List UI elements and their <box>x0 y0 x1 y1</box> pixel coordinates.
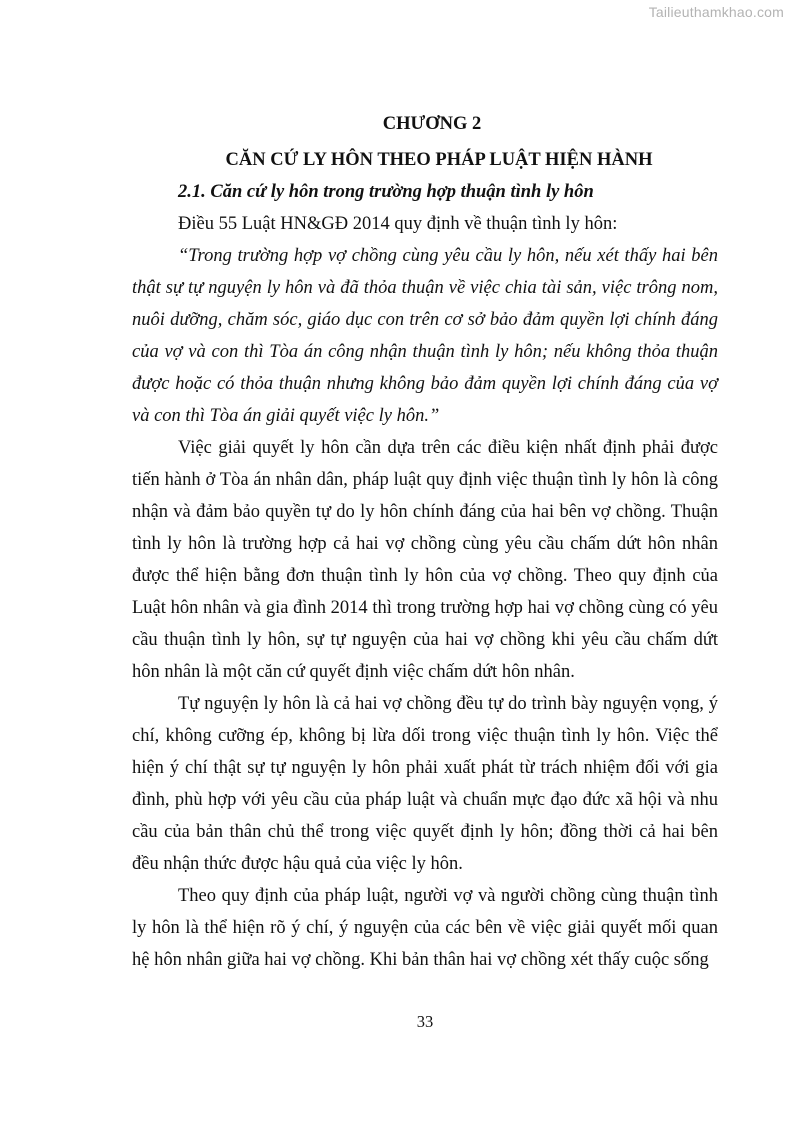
paragraph-body-3: Theo quy định của pháp luật, người vợ và người chồng cùng thuận tình ly hôn là thể hiện rõ ý chí, ý nguyện của các bên về việc giải quyết mối quan hệ hôn nhân giữa hai vợ chồng. Khi bản thân hai vợ chồng xét thấy cuộc sống <box>132 886 718 970</box>
paragraph-intro: Điều 55 Luật HN&GĐ 2014 quy định về thuận tình ly hôn: <box>178 214 618 234</box>
paragraph-quote: “Trong trường hợp vợ chồng cùng yêu cầu ly hôn, nếu xét thấy hai bên thật sự tự nguyện ly hôn và đã thỏa thuận về việc chia tài sản, việc trông nom, nuôi dưỡng, chăm sóc, giáo dục con trên cơ sở bảo đảm quyền lợi chính đáng của vợ và con thì Tòa án công nhận thuận tình ly hôn; nếu không thỏa thuận được hoặc có thỏa thuận nhưng không bảo đảm quyền lợi chính đáng của vợ và con thì Tòa án giải quyết việc ly hôn.” <box>132 246 718 426</box>
chapter-title: CĂN CỨ LY HÔN THEO PHÁP LUẬT HIỆN HÀNH <box>225 150 653 170</box>
page-content <box>132 104 718 976</box>
section-heading: 2.1. Căn cứ ly hôn trong trường hợp thuận tình ly hôn <box>178 182 594 202</box>
watermark: Tailieuthamkhao.com <box>648 4 784 20</box>
page-number: 33 <box>416 1012 434 1031</box>
chapter-label: CHƯƠNG 2 <box>382 114 482 134</box>
paragraph-body-1: Việc giải quyết ly hôn cần dựa trên các điều kiện nhất định phải được tiến hành ở Tòa án nhân dân, pháp luật quy định việc thuận tình ly hôn là công nhận và đảm bảo quyền tự do ly hôn chính đáng của hai bên vợ chồng. Thuận tình ly hôn là trường hợp cả hai vợ chồng cùng yêu cầu chấm dứt hôn nhân được thể hiện bằng đơn thuận tình ly hôn của vợ chồng. Theo quy định của Luật hôn nhân và gia đình 2014 thì trong trường hợp hai vợ chồng cùng có yêu cầu thuận tình ly hôn, sự tự nguyện của hai vợ chồng khi yêu cầu chấm dứt hôn nhân là một căn cứ quyết định việc chấm dứt hôn nhân. <box>132 438 718 682</box>
paragraph-body-2: Tự nguyện ly hôn là cả hai vợ chồng đều tự do trình bày nguyện vọng, ý chí, không cưỡng ép, không bị lừa dối trong việc thuận tình ly hôn. Việc thể hiện ý chí thật sự tự nguyện ly hôn phải xuất phát từ trách nhiệm đối với gia đình, phù hợp với yêu cầu của pháp luật và chuẩn mực đạo đức xã hội và nhu cầu của bản thân chủ thể trong việc quyết định ly hôn; đồng thời cả hai bên đều nhận thức được hậu quả của việc ly hôn. <box>132 694 718 874</box>
